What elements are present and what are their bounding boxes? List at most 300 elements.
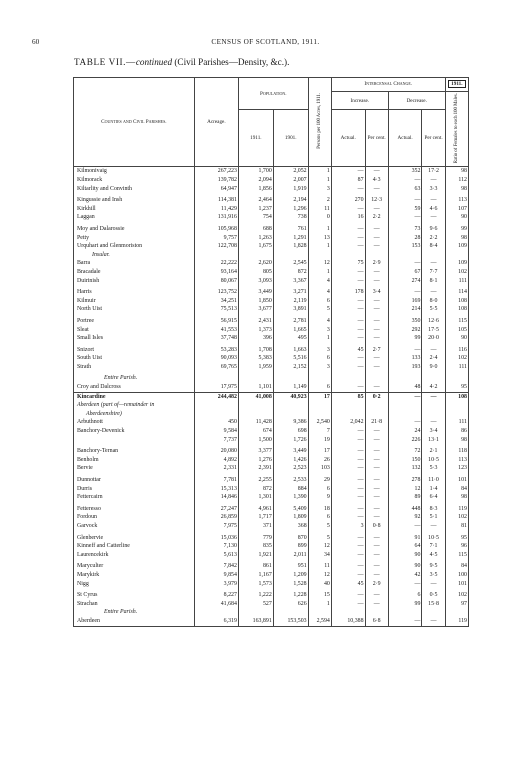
acreage: 7,737 xyxy=(194,436,238,445)
pop-1901: 2,545 xyxy=(273,259,308,268)
header-inc-percent: Per cent. xyxy=(365,110,388,167)
increase-actual: — xyxy=(331,167,365,176)
parish-row xyxy=(74,580,469,589)
decrease-actual: 72 xyxy=(388,447,422,456)
increase-percent: 12·3 xyxy=(365,196,388,205)
density: 3 xyxy=(308,363,331,372)
ratio: 123 xyxy=(445,464,468,473)
density: 17 xyxy=(308,447,331,456)
pop-1911: 1,708 xyxy=(238,346,273,355)
increase-actual: — xyxy=(331,383,365,392)
pop-1911: 2,464 xyxy=(238,196,273,205)
increase-actual: — xyxy=(331,305,365,314)
pop-1911: 3,449 xyxy=(238,288,273,297)
parish-name: Strath xyxy=(74,363,195,372)
decrease-percent: — xyxy=(422,392,445,401)
pop-1911: 1,921 xyxy=(238,551,273,560)
acreage: 122,708 xyxy=(194,242,238,251)
pop-1901: 1,209 xyxy=(273,571,308,580)
parish-row xyxy=(74,305,469,314)
density: 4 xyxy=(308,277,331,286)
ratio: 98 xyxy=(445,185,468,194)
header-persons: Persons per 100 Acres, 1911. xyxy=(308,78,331,167)
pop-1901: 1,228 xyxy=(273,591,308,600)
ratio: 108 xyxy=(445,297,468,306)
increase-actual: — xyxy=(331,436,365,445)
increase-percent: — xyxy=(365,242,388,251)
pop-1901: 3,891 xyxy=(273,305,308,314)
decrease-actual: 67 xyxy=(388,268,422,277)
header-pop-1901: 1901. xyxy=(273,110,308,167)
increase-actual: — xyxy=(331,277,365,286)
parish-name: Kilmorack xyxy=(74,176,195,185)
decrease-actual: 90 xyxy=(388,551,422,560)
decrease-percent: 8·4 xyxy=(422,242,445,251)
density: 1 xyxy=(308,167,331,176)
increase-actual: 178 xyxy=(331,288,365,297)
parish-row xyxy=(74,354,469,363)
pop-1911: 779 xyxy=(238,534,273,543)
acreage: 8,227 xyxy=(194,591,238,600)
decrease-percent: 8·0 xyxy=(422,297,445,306)
ratio: 100 xyxy=(445,571,468,580)
decrease-percent: 10·5 xyxy=(422,456,445,465)
parish-row xyxy=(74,205,469,214)
ratio: 102 xyxy=(445,268,468,277)
parish-name: Kilmonivaig xyxy=(74,167,195,176)
increase-actual: — xyxy=(331,242,365,251)
increase-percent: — xyxy=(365,505,388,514)
decrease-percent: 15·8 xyxy=(422,600,445,609)
acreage: 27,247 xyxy=(194,505,238,514)
decrease-percent: 4·6 xyxy=(422,205,445,214)
parish-name: Fetteresso xyxy=(74,505,195,514)
decrease-actual: 448 xyxy=(388,505,422,514)
decrease-percent: 17·5 xyxy=(422,326,445,335)
subheading-label: Entire Parish. xyxy=(74,374,195,383)
table-body xyxy=(74,167,469,626)
pop-1911: 805 xyxy=(238,268,273,277)
ratio: 98 xyxy=(445,436,468,445)
parish-row xyxy=(74,591,469,600)
pop-1911: 1,675 xyxy=(238,242,273,251)
decrease-actual: 153 xyxy=(388,242,422,251)
acreage: 69,765 xyxy=(194,363,238,372)
pop-1901: 2,523 xyxy=(273,464,308,473)
pop-1901: 1,291 xyxy=(273,234,308,243)
density: 5 xyxy=(308,522,331,531)
parish-row xyxy=(74,513,469,522)
decrease-percent: 2·2 xyxy=(422,234,445,243)
increase-percent: — xyxy=(365,297,388,306)
subheading-label: Entire Parish. xyxy=(74,608,195,617)
ratio: 98 xyxy=(445,167,468,176)
parish-row xyxy=(74,363,469,372)
increase-actual: 2,042 xyxy=(331,418,365,427)
density: 1 xyxy=(308,268,331,277)
decrease-percent: 17·2 xyxy=(422,167,445,176)
ratio: 81 xyxy=(445,522,468,531)
pop-1911: 872 xyxy=(238,485,273,494)
decrease-actual: — xyxy=(388,213,422,222)
parish-name: Fettercairn xyxy=(74,493,195,502)
decrease-percent: — xyxy=(422,213,445,222)
decrease-actual: 193 xyxy=(388,363,422,372)
acreage: 22,222 xyxy=(194,259,238,268)
decrease-percent: 5·1 xyxy=(422,513,445,522)
parish-name: Petty xyxy=(74,234,195,243)
pop-1911: 4,961 xyxy=(238,505,273,514)
pop-1911: 2,620 xyxy=(238,259,273,268)
parish-row xyxy=(74,600,469,609)
increase-percent: — xyxy=(365,363,388,372)
acreage: 2,331 xyxy=(194,464,238,473)
increase-percent: — xyxy=(365,476,388,485)
parish-row xyxy=(74,213,469,222)
ratio: 111 xyxy=(445,363,468,372)
increase-actual: — xyxy=(331,505,365,514)
increase-actual: — xyxy=(331,234,365,243)
increase-actual: 45 xyxy=(331,580,365,589)
increase-percent: — xyxy=(365,600,388,609)
ratio: 114 xyxy=(445,288,468,297)
parish-row xyxy=(74,317,469,326)
decrease-actual: 89 xyxy=(388,493,422,502)
increase-percent: — xyxy=(365,334,388,343)
ratio: 90 xyxy=(445,334,468,343)
decrease-percent: 9·5 xyxy=(422,562,445,571)
ratio: 101 xyxy=(445,476,468,485)
increase-percent: 6·8 xyxy=(365,617,388,626)
density: 6 xyxy=(308,383,331,392)
pop-1901: 2,007 xyxy=(273,176,308,185)
parish-row xyxy=(74,288,469,297)
acreage: 7,975 xyxy=(194,522,238,531)
acreage: 15,313 xyxy=(194,485,238,494)
decrease-actual: — xyxy=(388,176,422,185)
parish-row xyxy=(74,551,469,560)
pop-1911: 371 xyxy=(238,522,273,531)
increase-actual: — xyxy=(331,427,365,436)
pop-1901: 3,271 xyxy=(273,288,308,297)
decrease-actual: 133 xyxy=(388,354,422,363)
increase-percent: — xyxy=(365,205,388,214)
decrease-percent: 5·3 xyxy=(422,464,445,473)
parish-name: Laggan xyxy=(74,213,195,222)
decrease-actual: 350 xyxy=(388,317,422,326)
pop-1901: 899 xyxy=(273,542,308,551)
pop-1911: 2,094 xyxy=(238,176,273,185)
pop-1901: 5,409 xyxy=(273,505,308,514)
decrease-percent: 20·0 xyxy=(422,334,445,343)
decrease-actual: 90 xyxy=(388,562,422,571)
acreage: 4,892 xyxy=(194,456,238,465)
pop-1911: 396 xyxy=(238,334,273,343)
subheading-row xyxy=(74,374,469,383)
density: 1 xyxy=(308,242,331,251)
ratio: 98 xyxy=(445,493,468,502)
decrease-percent: 0·5 xyxy=(422,591,445,600)
density: 2,594 xyxy=(308,617,331,626)
acreage: 26,859 xyxy=(194,513,238,522)
parish-name: Benholm xyxy=(74,456,195,465)
acreage: 3,979 xyxy=(194,580,238,589)
acreage: 9,854 xyxy=(194,571,238,580)
parish-row xyxy=(74,436,469,445)
density: 18 xyxy=(308,505,331,514)
parish-name: South Uist xyxy=(74,354,195,363)
increase-actual: — xyxy=(331,185,365,194)
pop-1901: 761 xyxy=(273,225,308,234)
parish-name: Moy and Dalarossie xyxy=(74,225,195,234)
subheading-row xyxy=(74,608,469,617)
acreage: 9,584 xyxy=(194,427,238,436)
parish-name: Banchory-Devenick xyxy=(74,427,195,436)
ratio: 109 xyxy=(445,259,468,268)
subheading-label: Aberdeen (part of—remainder in xyxy=(74,401,195,410)
parish-name: Banchory-Ternan xyxy=(74,447,195,456)
decrease-actual: 92 xyxy=(388,513,422,522)
decrease-actual: 73 xyxy=(388,225,422,234)
acreage: 105,968 xyxy=(194,225,238,234)
parish-name: Laurencekirk xyxy=(74,551,195,560)
parish-name: Arbuthnott xyxy=(74,418,195,427)
parish-row xyxy=(74,259,469,268)
density: 1 xyxy=(308,334,331,343)
pop-1901: 3,449 xyxy=(273,447,308,456)
increase-percent: — xyxy=(365,436,388,445)
increase-actual: — xyxy=(331,600,365,609)
increase-percent: — xyxy=(365,354,388,363)
decrease-percent: 3·3 xyxy=(422,185,445,194)
decrease-actual: 6 xyxy=(388,591,422,600)
density: 6 xyxy=(308,485,331,494)
pop-1901: 368 xyxy=(273,522,308,531)
decrease-actual: 99 xyxy=(388,334,422,343)
decrease-actual: — xyxy=(388,288,422,297)
parish-row xyxy=(74,268,469,277)
acreage: 114,381 xyxy=(194,196,238,205)
pop-1901: 495 xyxy=(273,334,308,343)
ratio: 118 xyxy=(445,447,468,456)
pop-1911: 1,700 xyxy=(238,167,273,176)
pop-1911: 1,850 xyxy=(238,297,273,306)
parish-name: Kincardine xyxy=(74,392,195,401)
ratio: 96 xyxy=(445,542,468,551)
parish-row xyxy=(74,242,469,251)
decrease-percent: — xyxy=(422,418,445,427)
parish-row xyxy=(74,464,469,473)
increase-percent: — xyxy=(365,317,388,326)
acreage: 37,748 xyxy=(194,334,238,343)
decrease-actual: 352 xyxy=(388,167,422,176)
pop-1911: 1,101 xyxy=(238,383,273,392)
increase-percent: — xyxy=(365,493,388,502)
decrease-actual: — xyxy=(388,346,422,355)
subheading-label: Insular. xyxy=(74,251,195,260)
decrease-actual: — xyxy=(388,392,422,401)
header-counties: Counties and Civil Parishes. xyxy=(74,78,195,167)
decrease-percent: 9·6 xyxy=(422,225,445,234)
parish-row xyxy=(74,185,469,194)
acreage: 267,223 xyxy=(194,167,238,176)
pop-1911: 3,377 xyxy=(238,447,273,456)
increase-actual: — xyxy=(331,354,365,363)
decrease-percent: 2·1 xyxy=(422,447,445,456)
decrease-actual: — xyxy=(388,617,422,626)
decrease-percent: — xyxy=(422,522,445,531)
parish-name: Harris xyxy=(74,288,195,297)
pop-1901: 1,149 xyxy=(273,383,308,392)
ratio: 102 xyxy=(445,354,468,363)
subheading-label: Aberdeenshire) xyxy=(74,410,195,419)
decrease-percent: 13·1 xyxy=(422,436,445,445)
decrease-actual: 214 xyxy=(388,305,422,314)
parish-row xyxy=(74,176,469,185)
acreage: 7,781 xyxy=(194,476,238,485)
decrease-actual: 292 xyxy=(388,326,422,335)
parish-row xyxy=(74,505,469,514)
increase-percent: — xyxy=(365,277,388,286)
parish-name: Kingussie and Insh xyxy=(74,196,195,205)
parish-row xyxy=(74,562,469,571)
pop-1911: 1,167 xyxy=(238,571,273,580)
pop-1911: 5,383 xyxy=(238,354,273,363)
density: 4 xyxy=(308,288,331,297)
acreage: 53,283 xyxy=(194,346,238,355)
ratio: 116 xyxy=(445,346,468,355)
acreage: 90,093 xyxy=(194,354,238,363)
increase-actual: — xyxy=(331,334,365,343)
decrease-actual: 59 xyxy=(388,205,422,214)
acreage: 450 xyxy=(194,418,238,427)
decrease-percent: 1·4 xyxy=(422,485,445,494)
increase-percent: 0·8 xyxy=(365,522,388,531)
density: 9 xyxy=(308,493,331,502)
increase-actual: — xyxy=(331,297,365,306)
increase-actual: — xyxy=(331,225,365,234)
decrease-percent: 12·6 xyxy=(422,317,445,326)
increase-percent: — xyxy=(365,456,388,465)
increase-actual: — xyxy=(331,562,365,571)
parish-name: Strachan xyxy=(74,600,195,609)
increase-percent: — xyxy=(365,383,388,392)
parish-row xyxy=(74,225,469,234)
density: 11 xyxy=(308,562,331,571)
density: 0 xyxy=(308,213,331,222)
decrease-percent: — xyxy=(422,196,445,205)
pop-1901: 2,533 xyxy=(273,476,308,485)
ratio: 119 xyxy=(445,617,468,626)
pop-1901: 698 xyxy=(273,427,308,436)
parish-row xyxy=(74,234,469,243)
increase-actual: 3 xyxy=(331,522,365,531)
decrease-actual: 169 xyxy=(388,297,422,306)
increase-actual: 10,388 xyxy=(331,617,365,626)
increase-actual: 87 xyxy=(331,176,365,185)
increase-percent: — xyxy=(365,225,388,234)
parish-row xyxy=(74,297,469,306)
pop-1911: 527 xyxy=(238,600,273,609)
pop-1911: 163,891 xyxy=(238,617,273,626)
parish-name: Garvock xyxy=(74,522,195,531)
pop-1911: 1,373 xyxy=(238,326,273,335)
pop-1911: 674 xyxy=(238,427,273,436)
ratio: 108 xyxy=(445,392,468,401)
decrease-percent: 6·4 xyxy=(422,493,445,502)
acreage: 93,164 xyxy=(194,268,238,277)
increase-actual: 85 xyxy=(331,392,365,401)
decrease-percent: — xyxy=(422,346,445,355)
increase-percent: — xyxy=(365,464,388,473)
pop-1901: 626 xyxy=(273,600,308,609)
pop-1901: 5,516 xyxy=(273,354,308,363)
pop-1911: 688 xyxy=(238,225,273,234)
acreage: 123,752 xyxy=(194,288,238,297)
decrease-percent: — xyxy=(422,259,445,268)
ratio: 101 xyxy=(445,580,468,589)
header-intercensal: Intercensal Change. xyxy=(331,78,445,92)
density: 15 xyxy=(308,591,331,600)
pop-1911: 11,428 xyxy=(238,418,273,427)
parish-row xyxy=(74,167,469,176)
pop-1911: 1,237 xyxy=(238,205,273,214)
acreage: 139,782 xyxy=(194,176,238,185)
pop-1911: 1,856 xyxy=(238,185,273,194)
increase-actual: — xyxy=(331,317,365,326)
ratio: 102 xyxy=(445,513,468,522)
increase-percent: — xyxy=(365,542,388,551)
ratio: 90 xyxy=(445,213,468,222)
pop-1901: 40,923 xyxy=(273,392,308,401)
density: 7 xyxy=(308,427,331,436)
acreage: 14,846 xyxy=(194,493,238,502)
parish-row xyxy=(74,346,469,355)
decrease-percent: 7·1 xyxy=(422,542,445,551)
increase-percent: — xyxy=(365,305,388,314)
pop-1901: 872 xyxy=(273,268,308,277)
parish-name: Kinneff and Catterline xyxy=(74,542,195,551)
ratio: 98 xyxy=(445,234,468,243)
pop-1901: 2,781 xyxy=(273,317,308,326)
pop-1911: 861 xyxy=(238,562,273,571)
increase-actual: — xyxy=(331,551,365,560)
pop-1911: 1,959 xyxy=(238,363,273,372)
ratio: 113 xyxy=(445,196,468,205)
ratio: 99 xyxy=(445,225,468,234)
acreage: 20,080 xyxy=(194,447,238,456)
header-dec-actual: Actual. xyxy=(388,110,422,167)
increase-actual: 16 xyxy=(331,213,365,222)
header-1911b: 1911. xyxy=(445,78,468,92)
increase-percent: — xyxy=(365,326,388,335)
increase-percent: 21·8 xyxy=(365,418,388,427)
increase-percent: — xyxy=(365,485,388,494)
decrease-percent: 8·3 xyxy=(422,505,445,514)
parish-row xyxy=(74,456,469,465)
ratio: 108 xyxy=(445,305,468,314)
pop-1901: 2,119 xyxy=(273,297,308,306)
decrease-percent: — xyxy=(422,288,445,297)
pop-1911: 41,008 xyxy=(238,392,273,401)
pop-1901: 1,919 xyxy=(273,185,308,194)
parish-name: Small Isles xyxy=(74,334,195,343)
pop-1901: 1,726 xyxy=(273,436,308,445)
ratio: 109 xyxy=(445,242,468,251)
pop-1901: 1,663 xyxy=(273,346,308,355)
parish-name: Kirkhill xyxy=(74,205,195,214)
acreage: 41,553 xyxy=(194,326,238,335)
